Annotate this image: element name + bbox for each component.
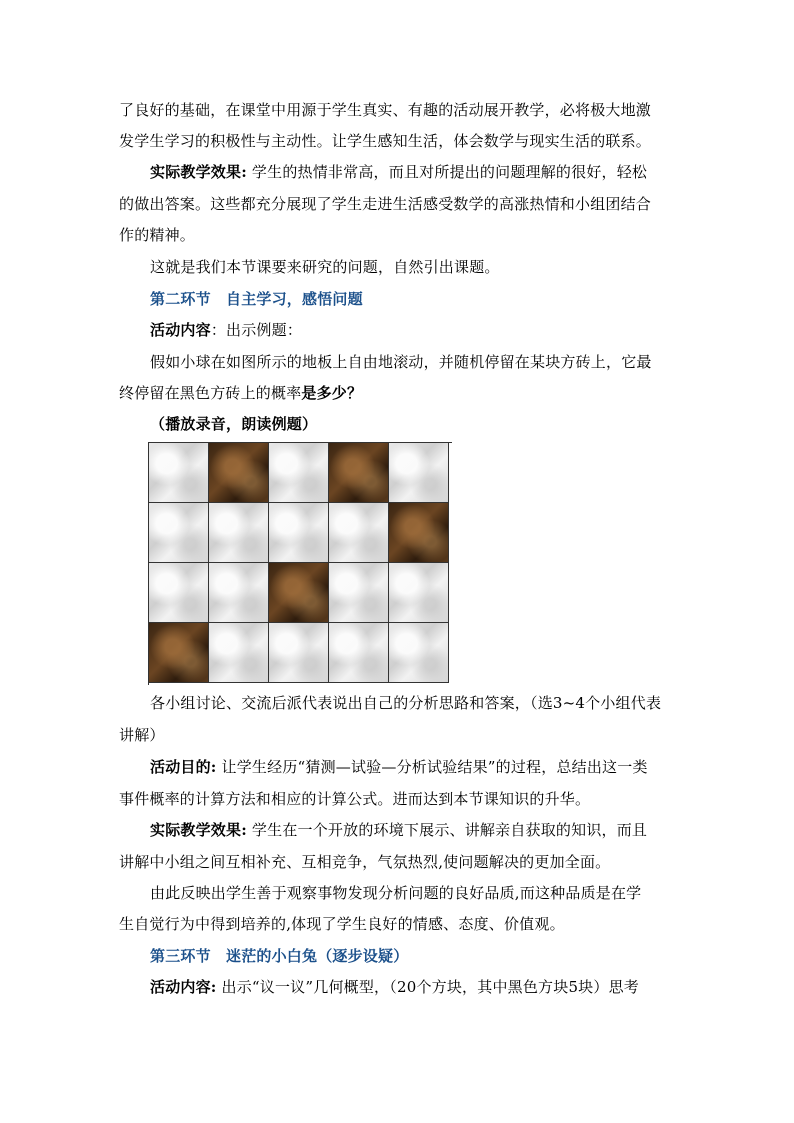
white-tile — [149, 503, 209, 563]
paragraph-line — [150, 162, 647, 182]
black-tile — [269, 563, 329, 623]
black-tile — [209, 443, 269, 503]
paragraph-text: 学生的热情非常高，而且对所提出的问题理解的很好，轻松 — [246, 163, 648, 181]
white-tile — [329, 563, 389, 623]
paragraph-line — [150, 820, 647, 840]
black-tile — [389, 503, 449, 563]
white-tile — [149, 443, 209, 503]
paragraph-line: 了良好的基础，在课堂中用源于学生真实、有趣的活动展开教学，必将极大地激 — [119, 101, 652, 119]
paragraph-line: 这就是我们本节课要来研究的问题，自然引出课题。 — [150, 258, 500, 276]
paragraph-line: 事件概率的计算方法和相应的计算公式。进而达到本节课知识的升华。 — [119, 790, 591, 808]
paragraph-line — [150, 977, 639, 997]
paragraph-bold-text: 是多少？ — [301, 384, 363, 402]
paragraph-line: 假如小球在如图所示的地板上自由地滚动，并随机停留在某块方砖上，它最 — [150, 353, 652, 371]
paragraph-line: 讲解中小组之间互相补充、互相竞争，气氛热烈,使问题解决的更加全面。 — [119, 853, 611, 871]
paragraph-text: ：出示例题： — [210, 321, 303, 339]
paragraph-text: 出示“议一议”几何概型，（20个方块，其中黑色方块5块）思考 — [216, 978, 639, 996]
paragraph-text: 终停留在黑色方砖上的概率 — [119, 384, 302, 402]
activity-purpose-label: 活动目的: — [150, 758, 217, 776]
black-tile — [329, 443, 389, 503]
effect-label: 实际教学效果: — [150, 821, 247, 839]
section-heading-2: 第二环节 自主学习，感悟问题 — [150, 290, 363, 308]
black-tile — [149, 623, 209, 683]
white-tile — [389, 563, 449, 623]
white-tile — [149, 563, 209, 623]
white-tile — [269, 623, 329, 683]
paragraph-line: 各小组讨论、交流后派代表说出自己的分析思路和答案，（选3~4个小组代表 — [150, 694, 662, 712]
white-tile — [269, 503, 329, 563]
paragraph-line — [119, 383, 362, 403]
activity-content-label: 活动内容 — [150, 321, 211, 339]
paragraph-line: 讲解） — [119, 726, 165, 744]
paragraph-line — [150, 320, 302, 340]
floor-tile-grid — [148, 442, 452, 685]
activity-content-label: 活动内容: — [150, 978, 217, 996]
white-tile — [209, 563, 269, 623]
section-heading-3: 第三环节 迷茫的小白兔（逐步设疑） — [150, 947, 409, 965]
white-tile — [389, 623, 449, 683]
paragraph-line — [150, 757, 648, 777]
audio-note: （播放录音，朗读例题） — [150, 415, 318, 433]
white-tile — [269, 443, 329, 503]
white-tile — [209, 503, 269, 563]
paragraph-line: 的做出答案。这些都充分展现了学生走进生活感受数学的高涨热情和小组团结合 — [119, 195, 652, 213]
white-tile — [389, 443, 449, 503]
paragraph-text: 学生在一个开放的环境下展示、讲解亲自获取的知识，而且 — [246, 821, 648, 839]
paragraph-text: 让学生经历“猜测—试验—分析试验结果”的过程，总结出这一类 — [216, 758, 648, 776]
paragraph-line: 由此反映出学生善于观察事物发现分析问题的良好品质,而这种品质是在学 — [150, 884, 642, 902]
paragraph-line: 生自觉行为中得到培养的,体现了学生良好的情感、态度、价值观。 — [119, 915, 565, 933]
paragraph-line: 发学生学习的积极性与主动性。让学生感知生活，体会数学与现实生活的联系。 — [119, 132, 652, 150]
paragraph-line: 作的精神。 — [119, 226, 196, 244]
white-tile — [329, 623, 389, 683]
effect-label: 实际教学效果: — [150, 163, 247, 181]
white-tile — [209, 623, 269, 683]
white-tile — [329, 503, 389, 563]
